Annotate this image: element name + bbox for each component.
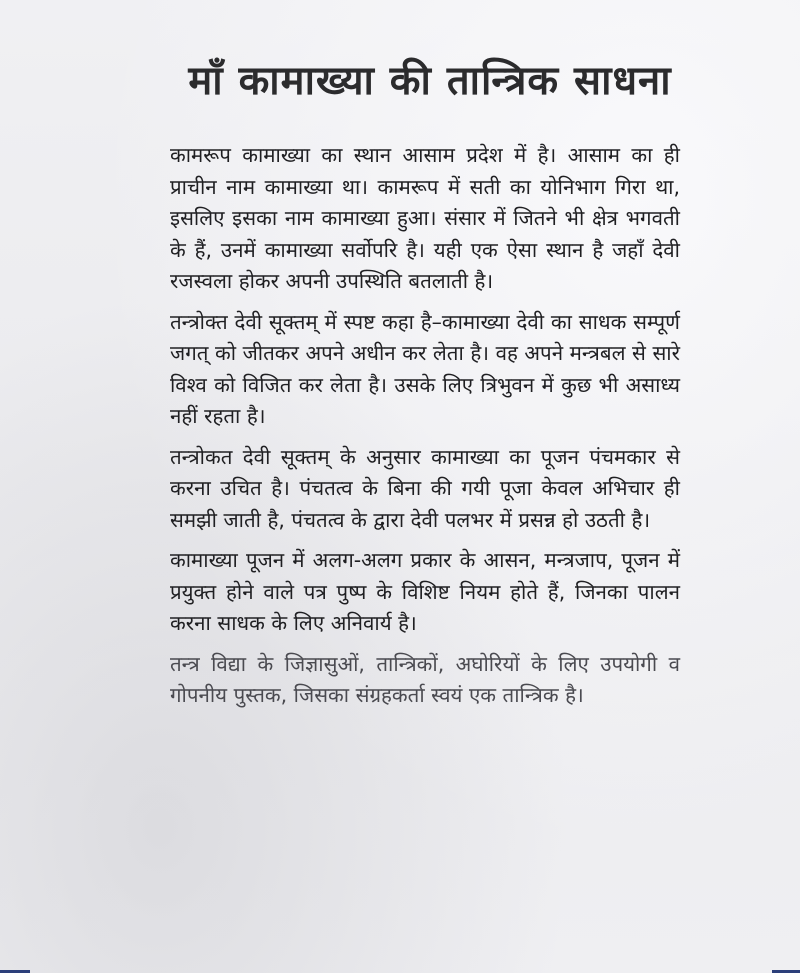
paragraph-kamrup-location: कामरूप कामाख्या का स्थान आसाम प्रदेश में है। आसाम का ही प्राचीन नाम कामाख्या था। कामरूप में सती का योनिभाग गिरा था, इसलिए इसका नाम कामाख्या हुआ। संसार में जितने भी क्षेत्र भगवती के हैं, उनमें कामाख्या सर्वोपरि है। यही एक ऐसा स्थान है जहाँ देवी रजस्वला होकर अपनी उपस्थिति बतलाती है। xyxy=(170,143,680,293)
paragraph-pujan-rules: कामाख्या पूजन में अलग-अलग प्रकार के आसन, मन्त्रजाप, पूजन में प्रयुक्त होने वाले पत्र पुष्प के विशिष्ट नियम होते हैं, जिनका पालन करना साधक के लिए अनिवार्य है। xyxy=(170,548,680,635)
blurb-body xyxy=(170,140,680,721)
paragraph-book-summary: तन्त्र विद्या के जिज्ञासुओं, तान्त्रिकों, अघोरियों के लिए उपयोगी व गोपनीय पुस्तक, जिसका संग्रहकर्ता स्वयं एक तान्त्रिक है। xyxy=(170,651,680,707)
paragraph-panchmakar-pujan: तन्त्रोकत देवी सूक्तम् के अनुसार कामाख्या का पूजन पंचमकार से करना उचित है। पंचतत्व के बिना की गयी पूजा केवल अभिचार ही समझी जाती है, पंचतत्व के द्वारा देवी पलभर में प्रसन्न हो उठती है। xyxy=(170,444,680,532)
paragraph-devi-suktam: तन्त्रोक्त देवी सूक्तम् में स्पष्ट कहा है–कामाख्या देवी का साधक सम्पूर्ण जगत् को जीतकर अपने अधीन कर लेता है। वह अपने मन्त्रबल से सारे विश्व को विजित कर लेता है। उसके लिए त्रिभुवन में कुछ भी असाध्य नहीं रहता है। xyxy=(170,309,680,428)
page-title: माँ कामाख्या की तान्त्रिक साधना xyxy=(188,57,672,104)
